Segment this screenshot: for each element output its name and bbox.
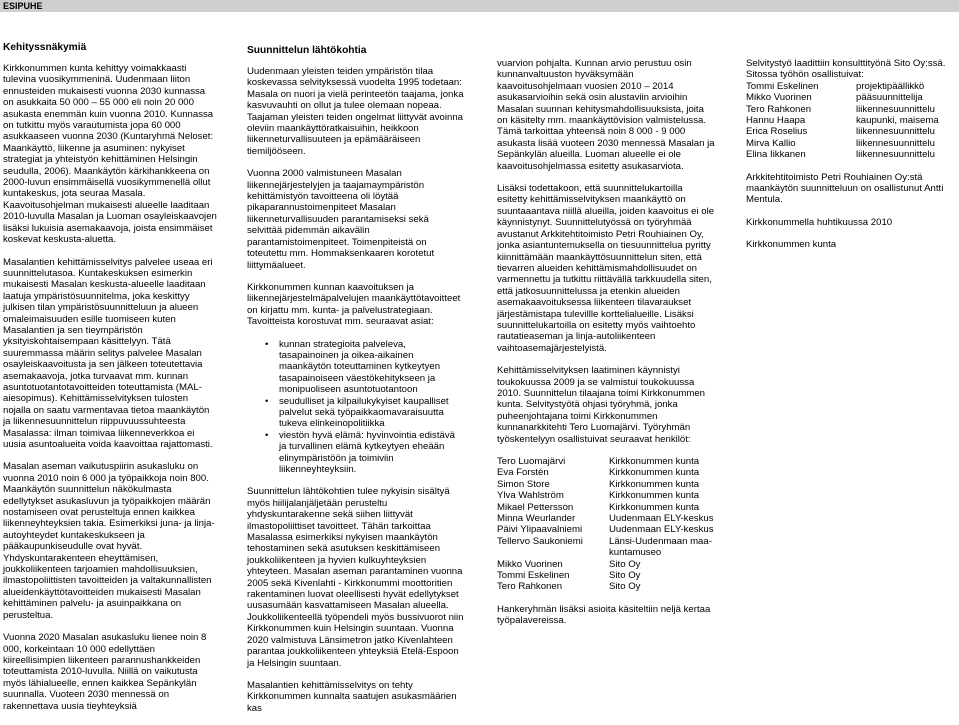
member-role: liikennesuunnittelu — [856, 137, 935, 149]
table-row — [746, 126, 939, 137]
table-row — [746, 115, 939, 126]
table-row — [497, 547, 714, 558]
table-row — [746, 149, 939, 160]
member-role: liikennesuunnittelu — [856, 149, 935, 161]
member-name: Päivi Ylipaavalniemi — [497, 524, 583, 536]
paragraph: Vuonna 2000 valmistuneen Masalan liikennejärjestelyjen ja taajamaympäristön kehittämistyön tavoitteena oli löytää pikaparannustoimenpiteet Masalan liikenneturvallisuuden parantamiseksi sekä selvittää pidemmän aikavälin parantamistoimenpiteet. Toimenpiteistä on toteutettu mm. Hommaksenkaaren korotetut liittymäalueet. — [247, 168, 435, 271]
member-org: Sito Oy — [609, 570, 641, 582]
member-org: Kirkkonummen kunta — [609, 456, 700, 467]
member-org: Länsi-Uudenmaan maa- — [609, 535, 712, 547]
member-org: Kirkkonummen kunta — [609, 501, 700, 513]
paragraph: Masalan aseman vaikutuspiirin asukasluku on vuonna 2010 noin 6 000 ja työpaikkoja noin 800. Maankäytön suunnittelun näkökulmasta edellytykset asukasluvun ja työpaikkojen määrän nostamiseen ovat perusteltuja ennen kaikkea liikenneyhteyksien takia. Esimerkiksi juna- ja linja-autoyhteydet kuntakeskukseen ja pääkaupunkiseudulle ovat hyvät. Yhdyskuntarakenteen eheyttämisen, joukkoliikenteen tarjoamien mahdollisuuksien, ilmastopoliittisten tavoitteiden ja valtakunnallisten alueidenkäyttötavoitteiden mukaisesti Masalan kehittäminen palvelu- ja asuinpaikkana on perusteltua. — [3, 461, 215, 621]
paragraph: Selvitystyö laadittiin konsulttityönä Sito Oy:ssä. Sitossa työhön osallistuivat: — [746, 58, 946, 81]
table-row — [746, 104, 939, 115]
member-org: Kirkkonummen kunta — [609, 478, 700, 490]
signature-org: Kirkkonummen kunta — [746, 239, 837, 251]
paragraph: Kirkkonummen kunta kehittyy voimakkaasti tulevina vuosikymmeninä. Uudenmaan liiton ennusteiden mukaisesti vuonna 2030 kunnassa on asukkaita 50 000 – 55 000 eli noin 20 000 asukasta enemmän kuin vuonna 2010. Kunnassa on tutkittu myös varautumista jopa 60 000 asukkaaseen vuonna 2030 (Kuntaryhmä Neloset: Maankäyttö, liikenne ja asuminen: nykyiset strategiat ja yhteistyön kehittäminen Helsingin seudulla, 2006). Maankäytön kärkihankkeena on 2000-luvun ensimmäisellä vuosikymmenellä ollut kuntakeskus, jota seuraa Masala. Kaavoitusohjelman mukaisesti alueelle laaditaan 2010-luvulla Masalan ja Luoman osayleiskaavojen lisäksi lukuisia asemakaavoja, joista ensimmäiset koskevat keskusta-aluetta. — [3, 63, 217, 246]
member-role: liikennesuunnittelu — [856, 126, 935, 138]
table-row — [497, 570, 714, 581]
paragraph: Masalantien kehittämisselvitys on tehty Kirkkonummen kunnalta saatujen asukasmäärien kas — [247, 679, 457, 714]
member-org: Uudenmaan ELY-keskus — [609, 513, 714, 525]
table-row — [497, 513, 714, 524]
member-org: Sito Oy — [609, 581, 641, 593]
list-item: • seudulliset ja kilpailukykyiset kaupalliset palvelut sekä työpaikkaomavaraisuutta tukeva elinkeinopolitiikka — [279, 396, 465, 430]
date-place: Kirkkonummella huhtikuussa 2010 — [746, 216, 893, 228]
table-row — [746, 92, 939, 103]
member-name: Mikael Pettersson — [497, 501, 574, 513]
paragraph: Arkkitehtitoimisto Petri Rouhiainen Oy:stä maankäytön suunnitteluun on osallistunut Antti Mentula. — [746, 171, 944, 206]
member-name: Tero Rahkonen — [497, 581, 563, 593]
member-name — [497, 547, 609, 558]
paragraph: Uudenmaan yleisten teiden ympäristön tilaa koskevassa selvityksessä vuodelta 1995 todetaan: Masala on nuori ja vielä perinteetön taajama, jonka kasvuvauhti on ollut ja tulee olemaan nopeaa. Taajaman yleisten teiden ongelmat liittyvät avoinna oleviin maankäyttöratkaisuihin, heikkoon liikenneturvallisuuteen ja epämääräiseen tiemiljööseen. — [247, 66, 464, 157]
member-name: Tero Luomajärvi — [497, 456, 566, 467]
paragraph: Kehittämisselvityksen laatiminen käynnistyi toukokuussa 2009 ja se valmistui toukokuussa 2010. Suunnittelun tilaajana toimi Kirkkonummen kunta. Selvitystyötä ohjasi työryhmä, jonka puheenjohtajana toimi Kirkkonummen kunnanarkkitehti Tero Luomajärvi. Työryhmän työskentelyyn osallistuivat seuraavat henkilöt: — [497, 365, 705, 445]
member-name: Mirva Kallio — [746, 137, 796, 149]
paragraph: vuarvion pohjalta. Kunnan arvio perustuu osin kunnanvaltuuston hyväksymään kaavoitusohjelmaan vuosien 2010 – 2014 asukasarvioihin sekä osin alustaviin arvioihin Masalan suunnan kehitysmahdollisuuksista, joita on käsitelty mm. maankäyttövision valmistelussa. Tämä tarkoittaa yhteensä noin 8 000 - 9 000 asukasta lisää vuoteen 2030 mennessä Masalan ja Sepänkylän alueilla. Luoman alueelle ei ole kaavoitusohjelmassa esitetty asukasarviota. — [497, 58, 715, 172]
table-row — [497, 581, 714, 592]
consultant-team-table — [746, 81, 939, 161]
table-row — [497, 559, 714, 570]
member-role: liikennesuunnittelu — [856, 103, 935, 115]
member-role: projektipäällikkö — [856, 80, 925, 92]
table-row — [497, 456, 714, 467]
member-name: Tommi Eskelinen — [497, 570, 570, 582]
goals-list — [247, 339, 465, 476]
heading-kehitysnakymia: Kehityssnäkymiä — [3, 42, 87, 53]
member-org: Uudenmaan ELY-keskus — [609, 524, 714, 536]
paragraph: Suunnittelun lähtökohtien tulee nykyisin sisältyä myös hiilijalanjäljetään perusteltu yhdyskuntarakenne sekä siihen liittyvät ilmastopoliittiset tavoitteet. Tähän tarkoittaa Masalassa esimerkiksi nykyisen maankäytön tehostaminen sekä asutuksen keskittämiseen joukkoliikenteen ja hyvien kulkuyhteyksien yhteyteen. Masalan aseman parantaminen vuonna 2005 sekä Kivenlahti - Kirkkonummi moottoritien rakentaminen luovat oleellisesti hyvät edellytykset uusasumään kasvattamiseen Masalan alueella. Joukkoliikenteellä työpendeli myös bussivuorot niin Kirkkonummen kuin Helsingin suuntaan. Vuonna 2020 valmistuva Länsimetron jatko Kivenlahteen parantaa joukkoliikenteen yhteyksiä Etelä-Espoon ja Helsingin suuntaan. — [247, 486, 464, 669]
table-row — [497, 502, 714, 513]
member-name: Erica Roselius — [746, 126, 808, 138]
column-3 — [497, 58, 715, 638]
list-item: • viestön hyvä elämä: hyvinvointia edistävä ja turvallinen elämä kytkeytyen eheään elinympäristöön ja toimiviin liikenneyhteyksiin. — [279, 430, 465, 476]
member-name: Hannu Haapa — [746, 115, 806, 127]
member-name: Mikko Vuorinen — [746, 92, 812, 104]
paragraph: Lisäksi todettakoon, että suunnittelukartoilla esitetty kehittämisselvityksen maankäyttö on suuntaaantava niillä alueilla, joiden kaavoitus ei ole käynnistynyt. Suunnittelutyössä on työryhmää avustanut Arkkitehtitoimisto Petri Rouhiainen Oy, jonka asiantuntemuksella on tiesuunnittelua pyritty kiinnittämään maankäyttösuunnittelun siten, että tievarren alueiden kehittämismahdollisuudet on varmennettu ja tutkittu riittävällä tarkkuudella siten, että jatkosuunnittelussa ja etenkin alueiden asemakaavoituksessa liikenteen tilavaraukset järjestämistapa tulevillle korttelialueille. Lisäksi suunnittelukartoilla on esitetty myös vaihtoehto rautatieaseman ja linja-autoliikenteen vaihtoasemajärjestelyistä. — [497, 183, 715, 354]
member-name: Tellervo Saukoniemi — [497, 535, 583, 547]
member-role: pääsuunnittelija — [856, 92, 923, 104]
member-role: kaupunki, maisema — [856, 115, 939, 127]
member-name: Ylva Wahlström — [497, 490, 564, 502]
list-item: • kunnan strategioita palveleva, tasapainoinen ja oikea-aikainen maankäytön toteuttaminen kytkeytyen tasapainoiseen väestökehitykseen ja monipuoliseen asuntotuotantoon — [279, 339, 465, 396]
table-row — [497, 479, 714, 490]
member-org: Kirkkonummen kunta — [609, 467, 700, 479]
section-label: ESIPUHE — [3, 1, 43, 11]
paragraph: Vuonna 2020 Masalan asukasluku lienee noin 8 000, korkeintaan 10 000 edellyttäen kiireellisimpien liikenteen parannushankkeiden toteuttamista 2010-luvulla. Niillä on vaikutusta myös lähialueelle, ennen kaikkea Sepänkylän suunnalla. Vuoteen 2030 mennessä on rakennettava uusia tieyhteyksiä — [3, 632, 207, 712]
column-1 — [3, 42, 217, 723]
table-row — [497, 490, 714, 501]
member-org: Kirkkonummen kunta — [609, 490, 700, 502]
member-name: Tero Rahkonen — [746, 103, 812, 115]
paragraph: Kirkkonummen kunnan kaavoituksen ja liikennejärjestelmäpalvelujen maankäyttötavoitteet on kirjattu mm. kunta- ja palvelustrategiaan. Tavoitteista korostuvat mm. seuraavat asiat: — [247, 281, 461, 328]
column-4 — [746, 58, 959, 262]
table-row — [746, 138, 939, 149]
table-row — [497, 536, 714, 547]
table-row — [497, 524, 714, 535]
member-name: Mikko Vuorinen — [497, 558, 563, 570]
working-group-table — [497, 456, 714, 593]
heading-suunnittelun-lahtokohtia: Suunnittelun lähtökohtia — [247, 45, 367, 56]
member-name: Elina Iikkanen — [746, 149, 806, 161]
section-header-bar — [0, 0, 959, 12]
member-name: Eva Forstén — [497, 467, 549, 479]
table-row — [497, 467, 714, 478]
member-org: Sito Oy — [609, 558, 641, 570]
member-name: Minna Weurlander — [497, 513, 576, 525]
member-org: kuntamuseo — [609, 547, 662, 559]
table-row — [746, 81, 939, 92]
member-name: Simon Store — [497, 478, 550, 490]
paragraph: Masalantien kehittämisselvitys palvelee useaa eri suunnittelutasoa. Kuntakeskuksen esimerkin mukaisesti Masalan keskusta-alueelle laaditaan laatuja ympäristösuunnitelma, joka keskittyy julkisen tilan ympäristösuunnitteluun ja alueen omaleimaisuuden esille tuomiseen kuten Masalantien ja sen tieympäristön yksityiskohtaisempaan käsittelyyn. Tätä suuremmassa määrin selitys palvelee Masalan osayleiskaavoitusta ja sen jälkeen toteutettavia asemakaavoja, jotka turvaavat mm. kunnan asuntotuotantotavoitteiden toteuttamista (MAL-aiesopimus). Kehittämisselvityksen tulosten nojalla on saatu varmentavaa tietoa maankäytön ja liikennesuunnittelun riippuvuussuhteesta Masalassa: ilman toimivaa liikenneverkkoa ei uusia asuntoalueita voida kaavoittaa rajattomasti. — [3, 256, 213, 450]
paragraph: Hankeryhmän lisäksi asioita käsiteltiin neljä kertaa työpalavereissa. — [497, 603, 711, 627]
column-2 — [247, 45, 465, 725]
member-name: Tommi Eskelinen — [746, 80, 819, 92]
